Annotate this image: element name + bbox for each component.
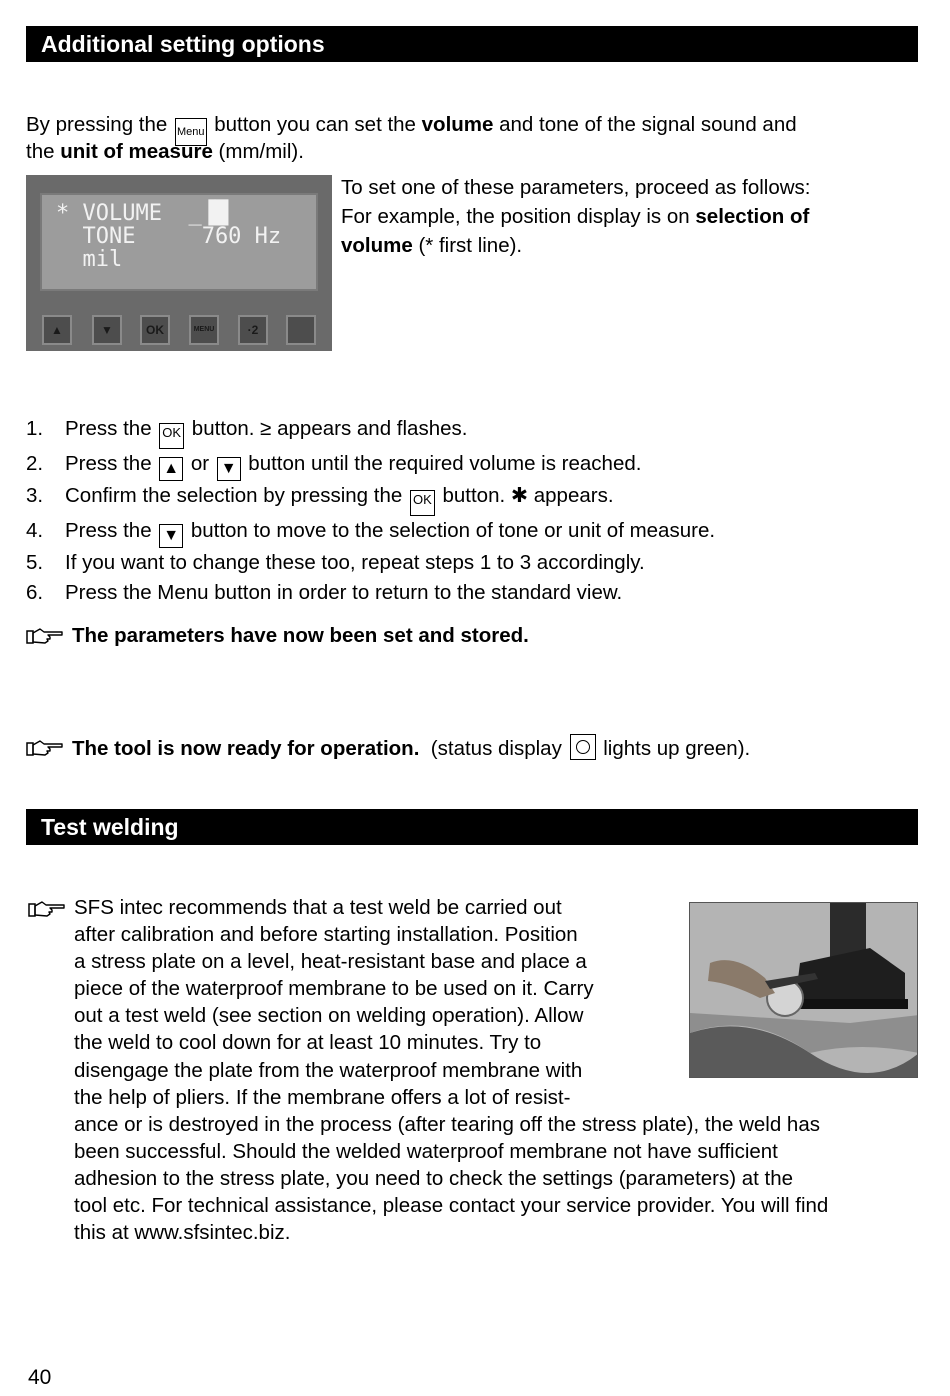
step-item bbox=[26, 481, 715, 516]
note-parameters-stored: The parameters have now been set and stored. bbox=[72, 624, 529, 647]
step-item bbox=[26, 449, 715, 481]
device-display-photo bbox=[26, 175, 332, 351]
test-weld-line: adhesion to the stress plate, you need to check the settings (parameters) at the bbox=[74, 1167, 794, 1190]
step-text: button until the required volume is reached. bbox=[242, 452, 642, 475]
step-text: or bbox=[185, 452, 215, 475]
side-bold: selection of bbox=[695, 205, 810, 228]
lcd-status-button-icon bbox=[286, 315, 316, 345]
down-key-icon: ▼ bbox=[217, 457, 241, 481]
step-text: button. ✱ appears. bbox=[436, 484, 614, 507]
menu-key-icon: Menu bbox=[175, 118, 207, 146]
step-number: 1. bbox=[26, 417, 44, 440]
test-weld-line: ance or is destroyed in the process (after tearing off the stress plate), the weld has bbox=[74, 1113, 820, 1136]
lcd-line-2: TONE 760 Hz bbox=[56, 224, 282, 249]
step-item bbox=[26, 548, 715, 578]
test-weld-line: disengage the plate from the waterproof membrane with bbox=[74, 1059, 583, 1082]
down-key-icon: ▼ bbox=[159, 524, 183, 548]
step-item bbox=[26, 516, 715, 548]
side-line-2 bbox=[341, 203, 809, 230]
side-text: (* first line). bbox=[412, 234, 523, 257]
note-text: (status display bbox=[430, 737, 568, 760]
side-bold: volume bbox=[341, 234, 413, 257]
intro-text: and tone of the signal sound and bbox=[493, 113, 797, 136]
step-text: button. ≥ appears and flashes. bbox=[186, 417, 468, 440]
step-text: Press the bbox=[65, 519, 158, 542]
pointing-hand-icon bbox=[26, 625, 64, 647]
ok-key-icon: OK bbox=[410, 490, 435, 516]
test-weld-line: the help of pliers. If the membrane offers a lot of resist- bbox=[74, 1086, 571, 1109]
note-text: lights up green). bbox=[597, 737, 751, 760]
step-number: 4. bbox=[26, 519, 44, 542]
lcd-menu-button-icon: MENU bbox=[189, 315, 219, 345]
pointing-hand-icon bbox=[26, 737, 64, 759]
test-weld-photo-illustration bbox=[690, 903, 918, 1078]
test-weld-line: this at www.sfsintec.biz. bbox=[74, 1221, 291, 1244]
lcd-line-1: * VOLUME _▐█ bbox=[56, 201, 229, 226]
pointing-hand-icon bbox=[28, 898, 66, 920]
test-weld-line: piece of the waterproof membrane to be used on it. Carry bbox=[74, 977, 594, 1000]
test-weld-line: a stress plate on a level, heat-resistant base and place a bbox=[74, 950, 587, 973]
intro-unit-bold: unit of measure bbox=[60, 140, 213, 163]
test-weld-line: the weld to cool down for at least 10 minutes. Try to bbox=[74, 1031, 542, 1054]
note-ready-bold: The tool is now ready for operation. bbox=[72, 737, 420, 760]
ok-key-icon: OK bbox=[159, 423, 184, 449]
step-text: If you want to change these too, repeat steps 1 to 3 accordingly. bbox=[65, 551, 645, 574]
test-weld-line: been successful. Should the welded waterproof membrane not have sufficient bbox=[74, 1140, 778, 1163]
intro-volume-bold: volume bbox=[421, 113, 494, 136]
steps-list bbox=[26, 414, 715, 607]
lcd-x2-button-icon: ·2 bbox=[238, 315, 268, 345]
step-number: 2. bbox=[26, 452, 44, 475]
intro-text: (mm/mil). bbox=[212, 140, 304, 163]
step-text: Press the bbox=[65, 417, 158, 440]
lcd-up-button-icon: ▲ bbox=[42, 315, 72, 345]
section-header-test-welding: Test welding bbox=[26, 809, 918, 845]
step-number: 6. bbox=[26, 580, 44, 604]
step-number: 3. bbox=[26, 484, 44, 507]
status-display-icon bbox=[570, 734, 596, 760]
section-header-additional-settings: Additional setting options bbox=[26, 26, 918, 62]
test-weld-line: tool etc. For technical assistance, please contact your service provider. You will find bbox=[74, 1194, 829, 1217]
lcd-ok-button-icon: OK bbox=[140, 315, 170, 345]
step-number: 5. bbox=[26, 551, 44, 574]
intro-text: the bbox=[26, 140, 61, 163]
test-weld-line: SFS intec recommends that a test weld be carried out bbox=[74, 896, 562, 919]
test-weld-line: after calibration and before starting installation. Position bbox=[74, 923, 578, 946]
test-weld-line: out a test weld (see section on welding operation). Allow bbox=[74, 1004, 584, 1027]
step-text: Press the bbox=[65, 452, 158, 475]
step-text: button to move to the selection of tone or unit of measure. bbox=[185, 519, 716, 542]
test-weld-photo bbox=[689, 902, 918, 1078]
intro-text: By pressing the bbox=[26, 113, 173, 136]
step-text: Press the Menu button in order to return to the standard view. bbox=[65, 580, 623, 604]
step-text: Confirm the selection by pressing the bbox=[65, 484, 408, 507]
lcd-screen bbox=[40, 193, 318, 291]
up-key-icon: ▲ bbox=[159, 457, 183, 481]
step-item bbox=[26, 414, 715, 449]
side-line-3 bbox=[341, 232, 522, 259]
intro-text: button you can set the bbox=[208, 113, 422, 136]
step-item bbox=[26, 578, 715, 608]
page-number: 40 bbox=[28, 1366, 52, 1389]
intro-line-2 bbox=[26, 138, 304, 165]
lcd-line-3: mil bbox=[56, 247, 123, 272]
lcd-down-button-icon: ▼ bbox=[92, 315, 122, 345]
side-text: For example, the position display is on bbox=[341, 205, 696, 228]
side-line-1: To set one of these parameters, proceed as follows: bbox=[341, 176, 811, 199]
note-tool-ready bbox=[72, 734, 750, 762]
